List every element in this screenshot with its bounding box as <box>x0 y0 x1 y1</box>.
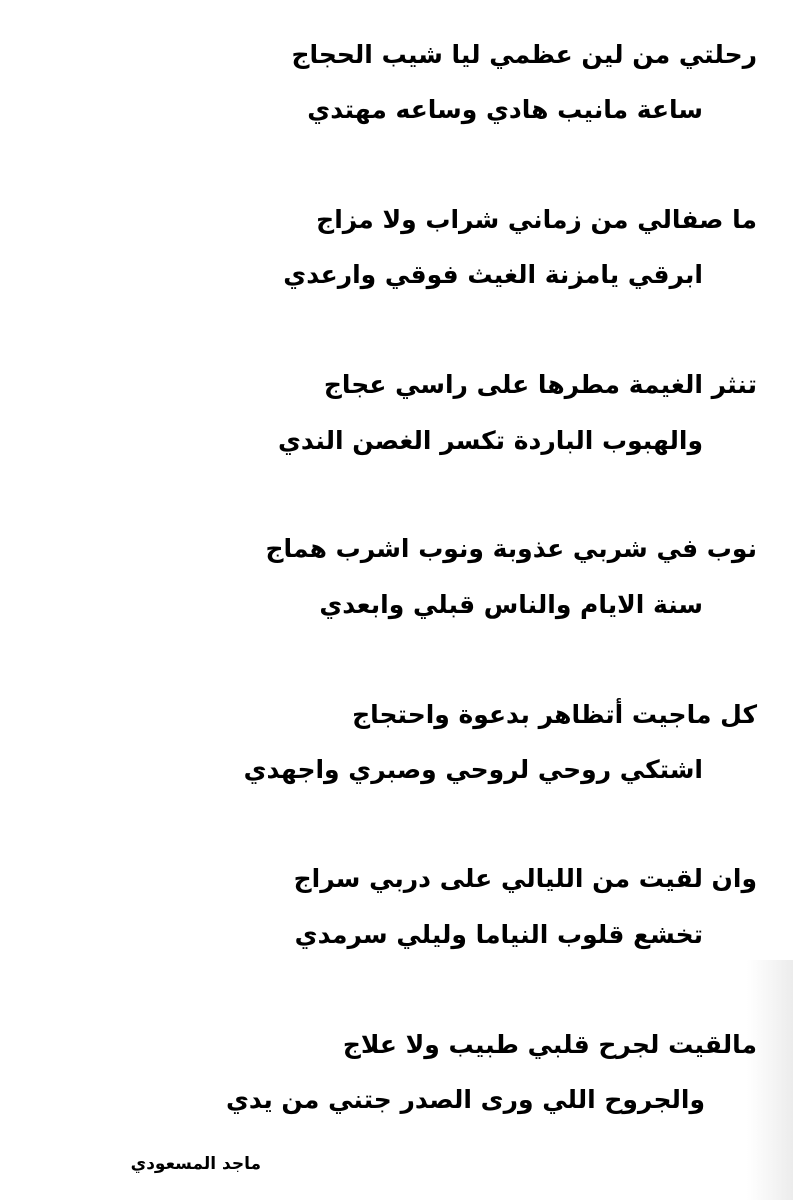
verse-line: رحلتي من لين عظمي ليا شيب الحجاج <box>291 40 757 69</box>
verse-line: تنثر الغيمة مطرها على راسي عجاج <box>323 370 757 399</box>
verse-line: والجروح اللي ورى الصدر جتني من يدي <box>225 1085 705 1114</box>
verse-line: كل ماجيت أتظاهر بدعوة واحتجاج <box>352 700 757 729</box>
verse-line: وان لقيت من الليالي على دربي سراج <box>293 864 757 893</box>
verse-line: سنة الايام والناس قبلي وابعدي <box>319 590 703 619</box>
verse-line: مالقيت لجرح قلبي طبيب ولا علاج <box>342 1030 757 1059</box>
verse-line: ما صفالي من زماني شراب ولا مزاج <box>316 205 757 234</box>
poet-signature: ماجد المسعودي <box>130 1154 261 1174</box>
verse-line: تخشع قلوب النياما وليلي سرمدي <box>294 920 703 949</box>
verse-line: اشتكي روحي لروحي وصبري واجهدي <box>243 755 703 784</box>
verse-line: ابرقي يامزنة الغيث فوقي وارعدي <box>283 260 703 289</box>
verse-line: والهبوب الباردة تكسر الغصن الندي <box>278 426 703 455</box>
verse-line: نوب في شربي عذوبة ونوب اشرب هماج <box>265 534 757 563</box>
page-edge-shadow <box>747 960 793 1200</box>
verse-line: ساعة مانيب هادي وساعه مهتدي <box>307 95 703 124</box>
